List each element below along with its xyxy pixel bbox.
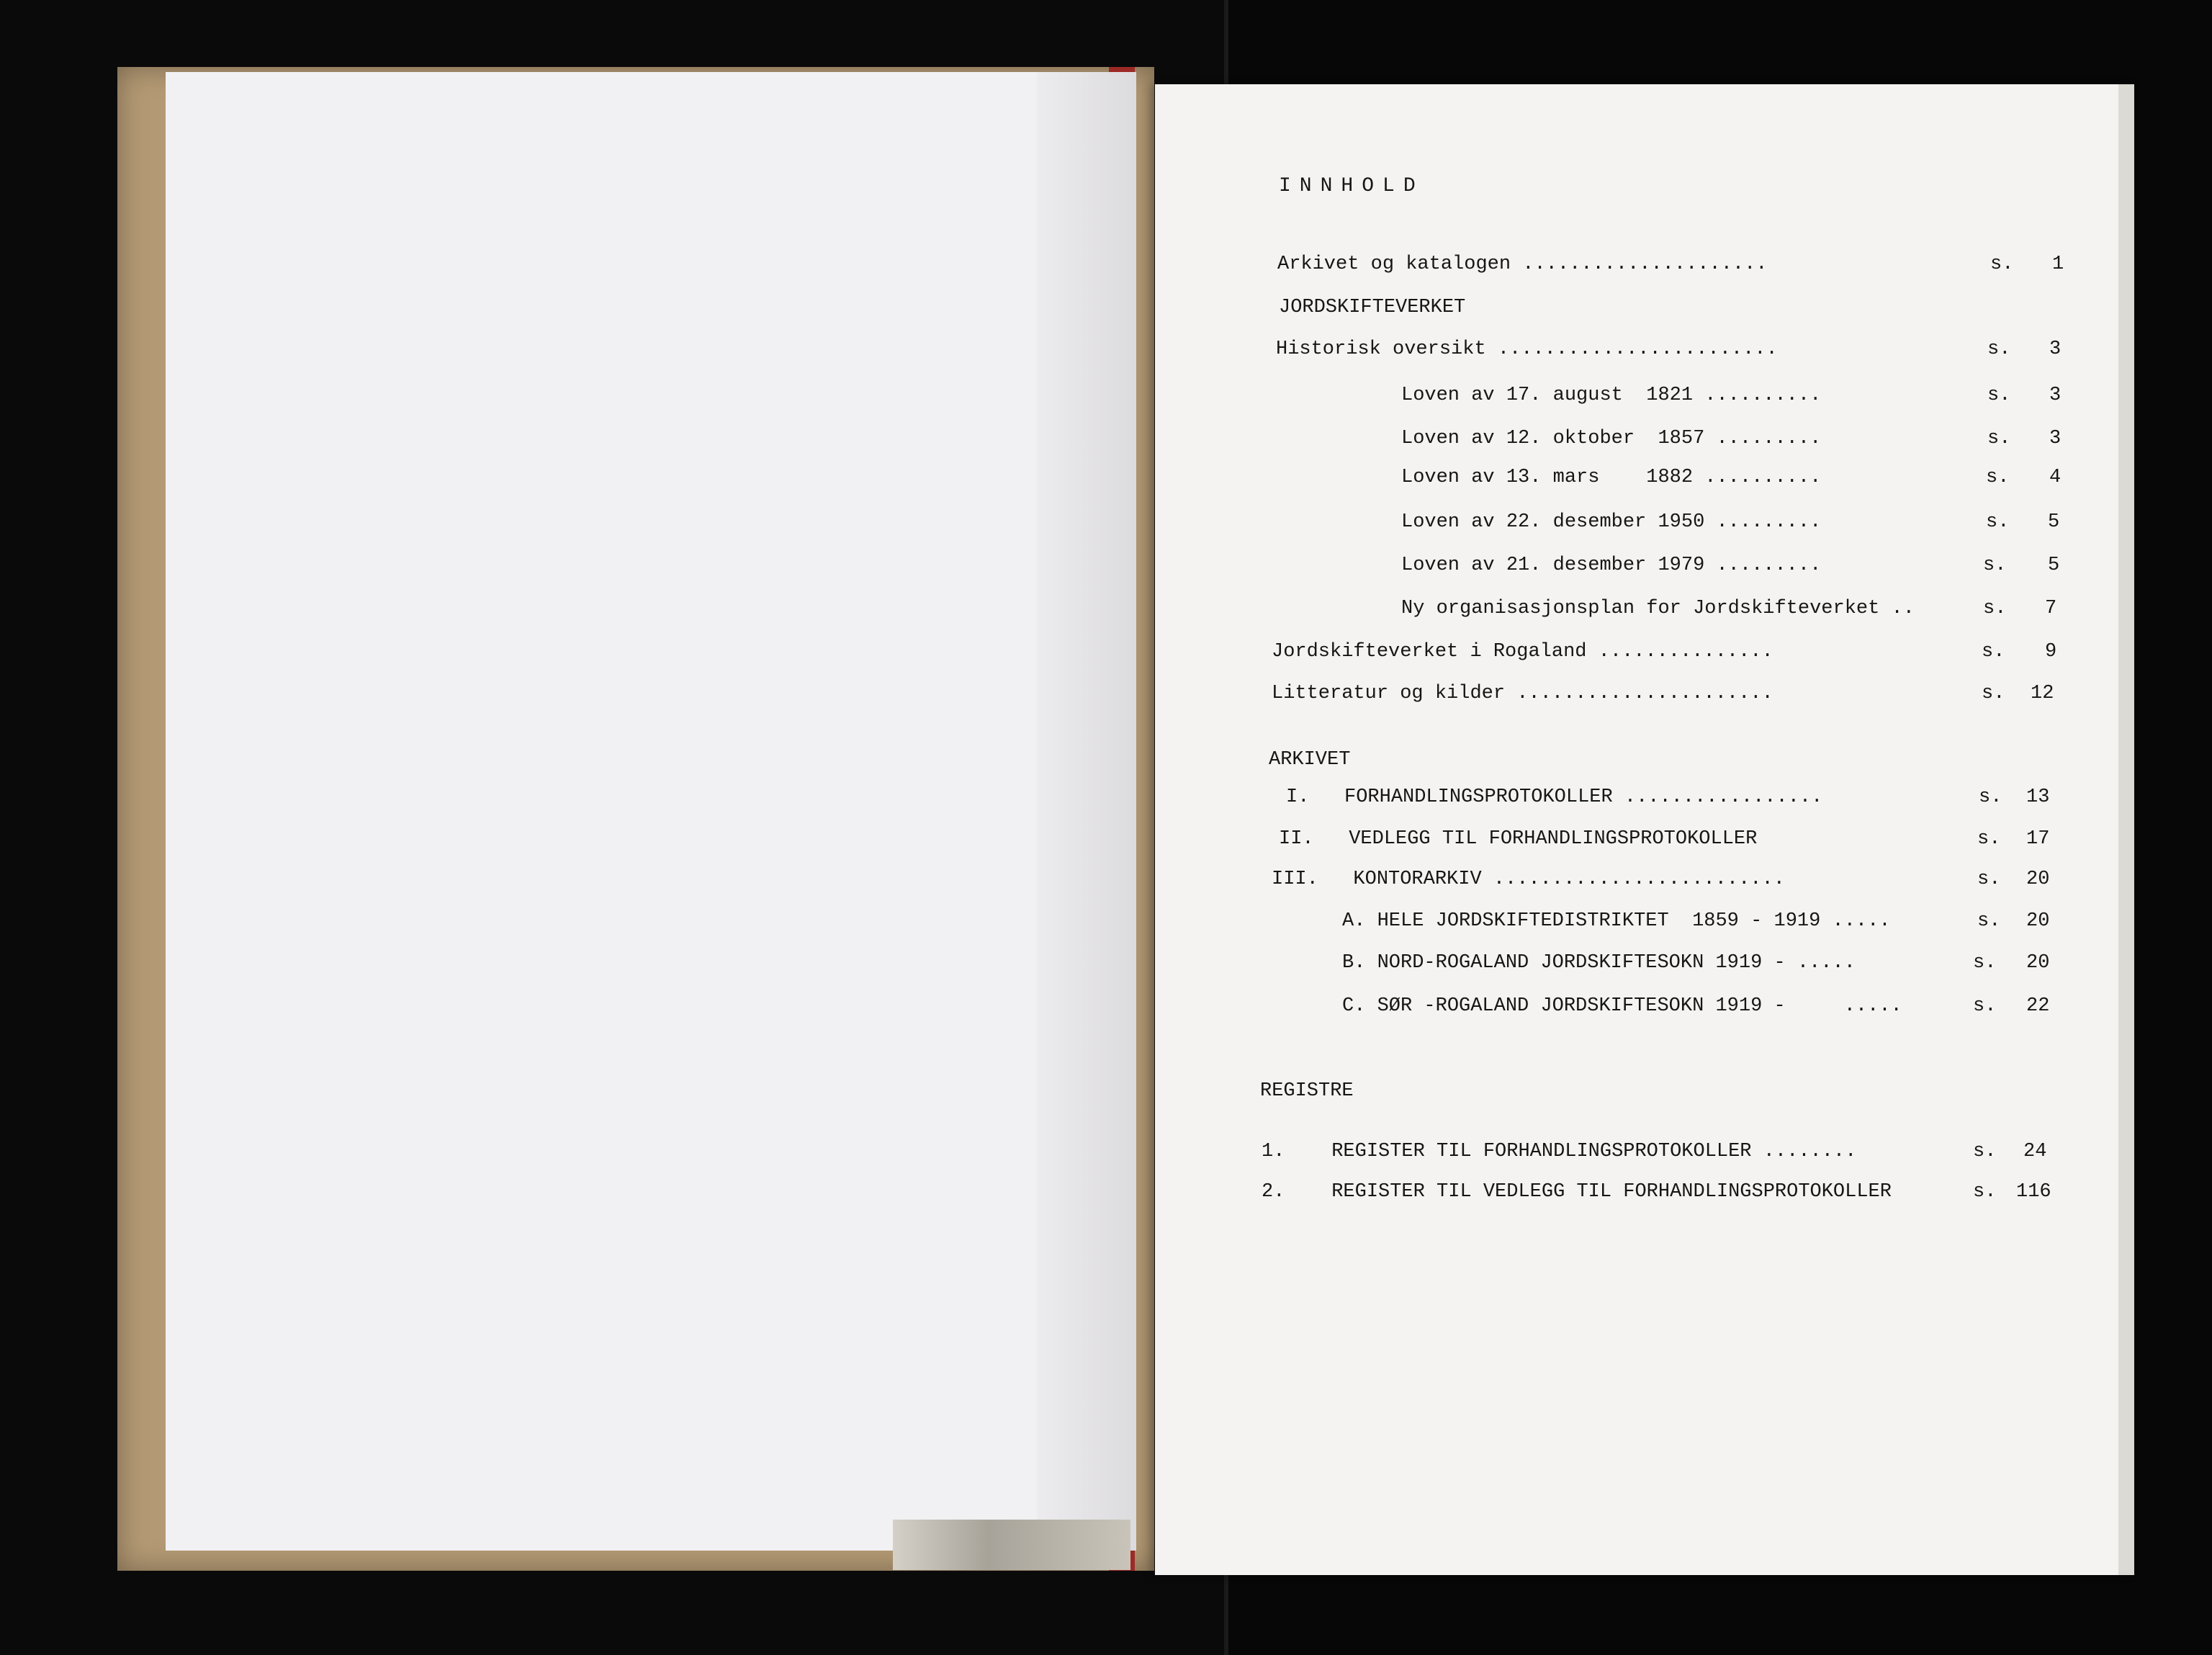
toc-entry-text: Arkivet og katalogen ..................... bbox=[1277, 254, 1768, 275]
toc-entry-text: Loven av 21. desember 1979 ......... bbox=[1401, 555, 1822, 576]
toc-page-prefix: s. bbox=[1977, 869, 2001, 890]
toc-page-prefix: s. bbox=[1987, 385, 2011, 406]
toc-entry-text: Jordskifteverket i Rogaland ............... bbox=[1272, 641, 1773, 663]
toc-page-prefix: s. bbox=[1983, 555, 2007, 576]
toc-entry-text: Historisk oversikt ........................ bbox=[1276, 338, 1778, 360]
toc-page-number: 3 bbox=[2049, 428, 2062, 449]
toc-entry-text: Litteratur og kilder ...................... bbox=[1272, 683, 1773, 704]
toc-entry-text: 1. REGISTER TIL FORHANDLINGSPROTOKOLLER ........ bbox=[1262, 1141, 1857, 1162]
toc-page-number: 22 bbox=[2026, 995, 2050, 1017]
toc-entry-text: JORDSKIFTEVERKET bbox=[1279, 297, 1466, 318]
toc-page-prefix: s. bbox=[1983, 598, 2007, 619]
spine-cloth-tear bbox=[893, 1520, 1130, 1570]
toc-page-prefix: s. bbox=[1986, 467, 2010, 488]
toc-page-prefix: s. bbox=[1973, 1181, 1997, 1203]
toc-entry-text: ARKIVET bbox=[1269, 749, 1351, 771]
toc-entry-text: Loven av 12. oktober 1857 ......... bbox=[1401, 428, 1822, 449]
cover-flyleaf bbox=[166, 72, 1136, 1551]
toc-page-prefix: s. bbox=[1977, 828, 2001, 850]
toc-page-prefix: s. bbox=[1973, 995, 1997, 1017]
toc-page-number: 20 bbox=[2026, 910, 2050, 932]
toc-page-prefix: s. bbox=[1973, 952, 1997, 974]
toc-page-prefix: s. bbox=[1973, 1141, 1997, 1162]
toc-page-number: 9 bbox=[2045, 641, 2057, 663]
toc-page-number: 1 bbox=[2052, 254, 2064, 275]
toc-entry-text: Loven av 13. mars 1882 .......... bbox=[1401, 467, 1822, 488]
page-edge bbox=[2118, 84, 2134, 1575]
toc-page-number: 20 bbox=[2026, 869, 2050, 890]
toc-page-prefix: s. bbox=[1987, 428, 2011, 449]
toc-page-number: 5 bbox=[2048, 511, 2060, 533]
toc-entry-text: Loven av 17. august 1821 .......... bbox=[1401, 385, 1822, 406]
toc-entry-text: 2. REGISTER TIL VEDLEGG TIL FORHANDLINGSPROTOKOLLER bbox=[1262, 1181, 1892, 1203]
toc-entry-text: REGISTRE bbox=[1260, 1080, 1354, 1102]
toc-entry-text: Ny organisasjonsplan for Jordskifteverket .. bbox=[1401, 598, 1915, 619]
toc-page-number: 24 bbox=[2023, 1141, 2047, 1162]
toc-page-number: 7 bbox=[2045, 598, 2057, 619]
toc-entry-text: C. SØR -ROGALAND JORDSKIFTESOKN 1919 - ..... bbox=[1342, 995, 1902, 1017]
toc-entry-text: A. HELE JORDSKIFTEDISTRIKTET 1859 - 1919 ..... bbox=[1342, 910, 1891, 932]
toc-page-prefix: s. bbox=[1982, 683, 2005, 704]
toc-page-number: 5 bbox=[2048, 555, 2060, 576]
toc-entry-text: III. KONTORARKIV ......................... bbox=[1272, 869, 1785, 890]
toc-page-prefix: s. bbox=[1990, 254, 2014, 275]
toc-page-number: 116 bbox=[2016, 1181, 2051, 1203]
flyleaf-shadow bbox=[1037, 72, 1136, 1551]
toc-page-number: 17 bbox=[2026, 828, 2050, 850]
toc-page-number: 20 bbox=[2026, 952, 2050, 974]
toc-entry-text: I. FORHANDLINGSPROTOKOLLER ................. bbox=[1286, 786, 1823, 808]
toc-page-prefix: s. bbox=[1977, 910, 2001, 932]
toc-title: INNHOLD bbox=[1279, 175, 1424, 197]
toc-entry-text: II. VEDLEGG TIL FORHANDLINGSPROTOKOLLER bbox=[1279, 828, 1758, 850]
toc-page-number: 4 bbox=[2049, 467, 2062, 488]
toc-page-number: 12 bbox=[2031, 683, 2054, 704]
toc-page-number: 3 bbox=[2049, 385, 2062, 406]
toc-entry-text: B. NORD-ROGALAND JORDSKIFTESOKN 1919 - ..... bbox=[1342, 952, 1856, 974]
toc-page-prefix: s. bbox=[1986, 511, 2010, 533]
toc-page-number: 13 bbox=[2026, 786, 2050, 808]
toc-page-prefix: s. bbox=[1987, 338, 2011, 360]
toc-entry-text: Loven av 22. desember 1950 ......... bbox=[1401, 511, 1822, 533]
toc-page-prefix: s. bbox=[1979, 786, 2002, 808]
toc-page-number: 3 bbox=[2049, 338, 2062, 360]
toc-page-prefix: s. bbox=[1982, 641, 2005, 663]
